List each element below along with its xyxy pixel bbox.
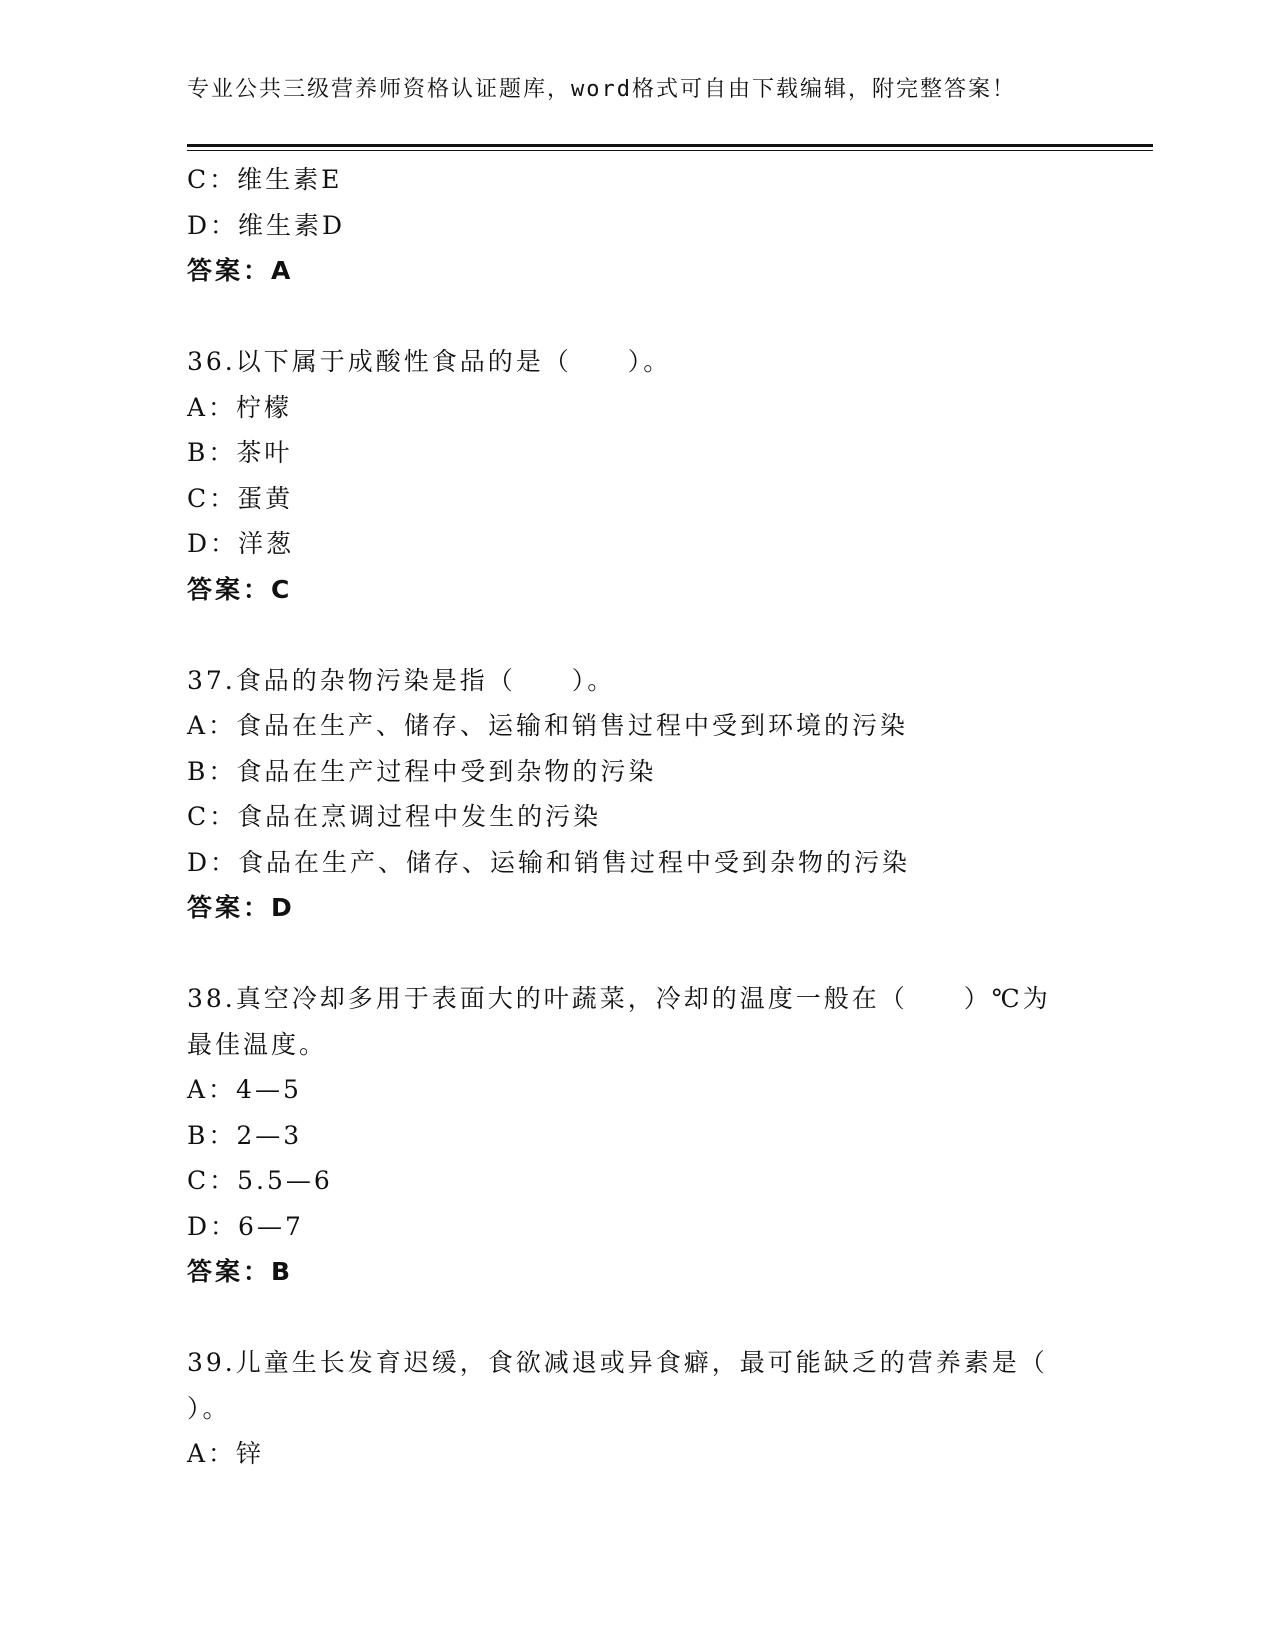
option-c: C：维生素E [187,165,343,194]
header-rule-thin [187,150,1153,151]
answer-line: 答案：C [187,574,293,604]
option-b: B：2—3 [187,1120,303,1150]
page-header: 专业公共三级营养师资格认证题库，word格式可自由下载编辑，附完整答案！ [187,77,1016,102]
option-c: C：5.5—6 [187,1166,333,1195]
option-c: C：蛋黄 [187,483,294,513]
document-body [187,157,1087,1477]
question-stem-continued: 最佳温度。 [187,1029,328,1059]
spacer [187,612,1087,658]
question-block-38 [187,976,1087,1295]
question-stem: 39.儿童生长发育迟缓，食欲减退或异食癖，最可能缺乏的营养素是（ [187,1348,1048,1377]
option-a: A：4—5 [187,1075,302,1104]
question-block-previous [187,157,1087,294]
option-a: A：锌 [187,1439,265,1468]
option-d: D：食品在生产、储存、运输和销售过程中受到杂物的污染 [187,847,911,877]
question-stem-continued: ）。 [187,1393,231,1423]
question-block-39 [187,1340,1087,1477]
question-stem: 37.食品的杂物污染是指（ ）。 [187,665,616,695]
option-b: B：食品在生产过程中受到杂物的污染 [187,756,657,786]
option-c: C：食品在烹调过程中发生的污染 [187,802,602,831]
header-rule-thick [187,144,1153,147]
answer-line: 答案：A [187,256,294,285]
answer-line: 答案：D [187,893,295,922]
question-stem: 36.以下属于成酸性食品的是（ ）。 [187,347,672,376]
spacer [187,294,1087,340]
answer-line: 答案：B [187,1257,294,1286]
option-a: A：食品在生产、储存、运输和销售过程中受到环境的污染 [187,711,909,740]
question-block-36 [187,339,1087,612]
spacer [187,931,1087,977]
option-b: B：茶叶 [187,438,293,467]
question-stem: 38.真空冷却多用于表面大的叶蔬菜，冷却的温度一般在（ ）℃为 [187,984,1051,1013]
option-d: D：洋葱 [187,529,295,558]
option-d: D：6—7 [187,1211,304,1241]
option-d: D：维生素D [187,210,346,240]
spacer [187,1295,1087,1341]
option-a: A：柠檬 [187,392,293,422]
question-block-37 [187,658,1087,931]
